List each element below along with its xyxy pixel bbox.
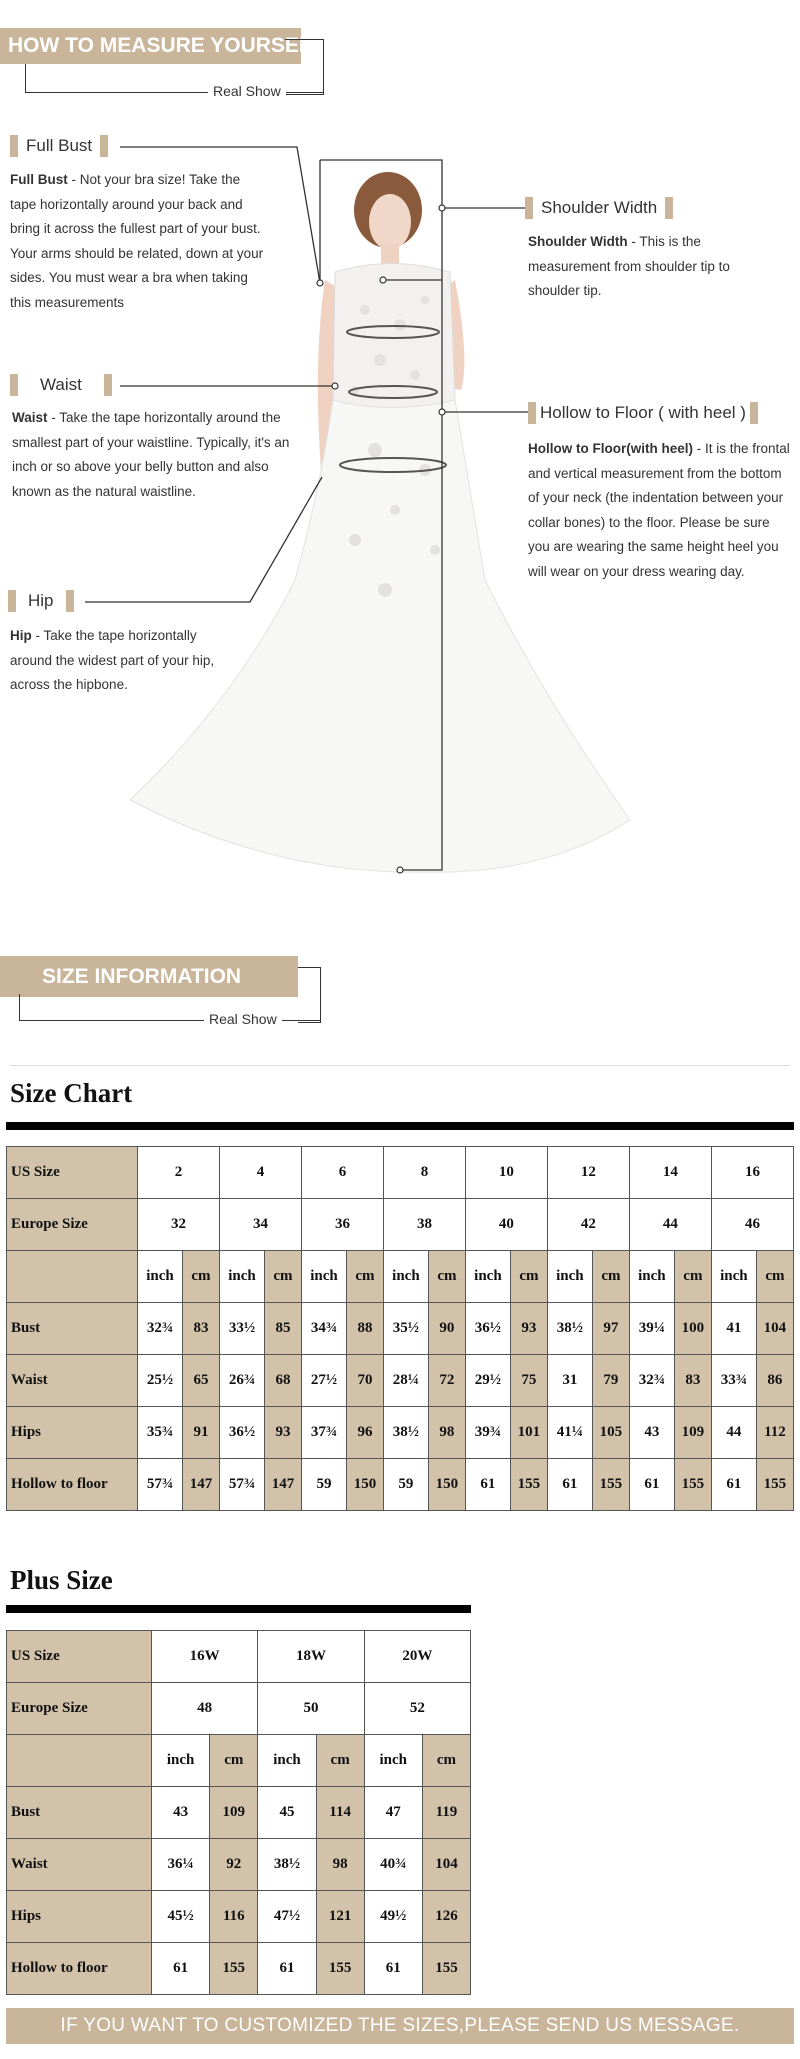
unit-row-label — [7, 1735, 152, 1787]
hollow-row — [7, 1459, 794, 1511]
row-label-hollow: Hollow to floor — [7, 1943, 152, 1995]
hollow-cm-cell: 155 — [210, 1943, 258, 1995]
bust-row — [7, 1787, 471, 1839]
hips-cm-cell: 96 — [346, 1407, 383, 1459]
us-size-cell: 4 — [219, 1147, 301, 1199]
row-label-waist: Waist — [7, 1355, 138, 1407]
waist-cm-cell: 70 — [346, 1355, 383, 1407]
hollow-inch-cell: 61 — [364, 1943, 422, 1995]
unit-cm-cell: cm — [510, 1251, 547, 1303]
us-size-cell: 16W — [152, 1631, 258, 1683]
label-bar-icon — [100, 135, 108, 157]
europe-size-cell: 42 — [547, 1199, 629, 1251]
hip-label-text: Hip — [28, 591, 54, 610]
hips-inch-cell: 39¾ — [465, 1407, 510, 1459]
waist-text: - Take the tape horizontally around the smallest part of your waistline. Typically, it's an inch or so above your belly button and also known as the natural waistline. — [12, 410, 290, 499]
hip-text: - Take the tape horizontally around the widest part of your hip, across the hipbone. — [10, 628, 215, 692]
shoulder-width-label — [525, 197, 673, 219]
unit-cm-cell: cm — [756, 1251, 793, 1303]
hips-row — [7, 1891, 471, 1943]
hollow-to-floor-text: - It is the frontal and vertical measurement from the bottom of your neck (the indentation between your collar bones) to the floor. Please be sure you are wearing the same height heel you will wear on your dress wearing day. — [528, 441, 790, 579]
waist-row — [7, 1839, 471, 1891]
unit-inch-cell: inch — [383, 1251, 428, 1303]
unit-inch-cell: inch — [711, 1251, 756, 1303]
us-size-cell: 12 — [547, 1147, 629, 1199]
hips-inch-cell: 36½ — [219, 1407, 264, 1459]
waist-inch-cell: 32¾ — [629, 1355, 674, 1407]
hollow-cm-cell: 150 — [346, 1459, 383, 1511]
size-chart-title: Size Chart — [10, 1078, 133, 1108]
plus-size-table — [6, 1630, 471, 1995]
hollow-inch-cell: 61 — [152, 1943, 210, 1995]
hollow-inch-cell: 57¾ — [138, 1459, 183, 1511]
unit-inch-cell: inch — [629, 1251, 674, 1303]
unit-cm-cell: cm — [210, 1735, 258, 1787]
hips-row — [7, 1407, 794, 1459]
unit-inch-cell: inch — [465, 1251, 510, 1303]
europe-size-cell: 38 — [383, 1199, 465, 1251]
row-label-bust: Bust — [7, 1787, 152, 1839]
hips-cm-cell: 126 — [422, 1891, 470, 1943]
size-banner-sub: Real Show — [204, 1011, 282, 1027]
europe-size-cell: 32 — [138, 1199, 220, 1251]
row-label-hips: Hips — [7, 1407, 138, 1459]
full-bust-label-text: Full Bust — [26, 136, 93, 155]
hips-cm-cell: 98 — [428, 1407, 465, 1459]
us-size-cell: 18W — [258, 1631, 364, 1683]
unit-cm-cell: cm — [592, 1251, 629, 1303]
waist-inch-cell: 29½ — [465, 1355, 510, 1407]
bust-inch-cell: 32¾ — [138, 1303, 183, 1355]
hollow-inch-cell: 61 — [711, 1459, 756, 1511]
europe-size-cell: 36 — [301, 1199, 383, 1251]
unit-inch-cell: inch — [301, 1251, 346, 1303]
row-label-us-size: US Size — [7, 1147, 138, 1199]
label-bar-icon — [665, 197, 673, 219]
waist-cm-cell: 98 — [316, 1839, 364, 1891]
bust-cm-cell: 100 — [674, 1303, 711, 1355]
row-label-us-size: US Size — [7, 1631, 152, 1683]
hollow-row — [7, 1943, 471, 1995]
us-size-cell: 8 — [383, 1147, 465, 1199]
shoulder-width-text: - This is the measurement from shoulder tip to shoulder tip. — [528, 234, 730, 298]
hips-cm-cell: 105 — [592, 1407, 629, 1459]
hollow-to-floor-label-text: Hollow to Floor ( with heel ) — [540, 403, 746, 422]
unit-inch-cell: inch — [364, 1735, 422, 1787]
hip-description — [10, 624, 220, 698]
full-bust-description — [10, 168, 265, 315]
waist-cm-cell: 72 — [428, 1355, 465, 1407]
hollow-inch-cell: 61 — [465, 1459, 510, 1511]
full-bust-text: - Not your bra size! Take the tape horizontally around your back and bring it across the fullest part of your bust. Your arms should be related, down at your sides. You must wear a bra when taking this measurements — [10, 172, 264, 310]
shoulder-width-term: Shoulder Width — [528, 234, 628, 249]
label-bar-icon — [10, 374, 18, 396]
waist-description — [12, 406, 302, 504]
hollow-cm-cell: 155 — [592, 1459, 629, 1511]
hips-inch-cell: 37¾ — [301, 1407, 346, 1459]
hips-inch-cell: 41¼ — [547, 1407, 592, 1459]
waist-cm-cell: 75 — [510, 1355, 547, 1407]
waist-inch-cell: 38½ — [258, 1839, 316, 1891]
hips-inch-cell: 45½ — [152, 1891, 210, 1943]
waist-cm-cell: 65 — [182, 1355, 219, 1407]
hollow-to-floor-label — [528, 402, 758, 424]
bust-inch-cell: 41 — [711, 1303, 756, 1355]
row-label-europe-size: Europe Size — [7, 1683, 152, 1735]
waist-label — [10, 374, 112, 396]
bust-cm-cell: 93 — [510, 1303, 547, 1355]
waist-inch-cell: 40¾ — [364, 1839, 422, 1891]
label-bar-icon — [10, 135, 18, 157]
us-size-cell: 14 — [629, 1147, 711, 1199]
hips-cm-cell: 109 — [674, 1407, 711, 1459]
unit-cm-cell: cm — [428, 1251, 465, 1303]
unit-cm-cell: cm — [182, 1251, 219, 1303]
section-divider — [10, 1065, 790, 1066]
hips-cm-cell: 121 — [316, 1891, 364, 1943]
waist-inch-cell: 26¾ — [219, 1355, 264, 1407]
bust-cm-cell: 83 — [182, 1303, 219, 1355]
bust-cm-cell: 90 — [428, 1303, 465, 1355]
size-info-banner-title: SIZE INFORMATION — [42, 965, 242, 988]
us-size-cell: 6 — [301, 1147, 383, 1199]
waist-cm-cell: 86 — [756, 1355, 793, 1407]
waist-cm-cell: 104 — [422, 1839, 470, 1891]
hollow-inch-cell: 59 — [383, 1459, 428, 1511]
europe-size-cell: 40 — [465, 1199, 547, 1251]
bust-inch-cell: 35½ — [383, 1303, 428, 1355]
hips-inch-cell: 35¾ — [138, 1407, 183, 1459]
europe-size-cell: 52 — [364, 1683, 470, 1735]
bust-inch-cell: 43 — [152, 1787, 210, 1839]
measure-banner-title: HOW TO MEASURE YOURSELF — [8, 34, 325, 57]
label-bar-icon — [66, 590, 74, 612]
waist-label-text: Waist — [40, 375, 82, 394]
measure-banner-sub: Real Show — [208, 83, 286, 99]
shoulder-width-label-text: Shoulder Width — [541, 198, 658, 217]
size-chart-rule — [6, 1122, 794, 1130]
hollow-cm-cell: 155 — [756, 1459, 793, 1511]
unit-cm-cell: cm — [264, 1251, 301, 1303]
hollow-cm-cell: 155 — [422, 1943, 470, 1995]
hips-inch-cell: 43 — [629, 1407, 674, 1459]
waist-inch-cell: 25½ — [138, 1355, 183, 1407]
bust-cm-cell: 104 — [756, 1303, 793, 1355]
bust-inch-cell: 33½ — [219, 1303, 264, 1355]
customize-message-banner: IF YOU WANT TO CUSTOMIZED THE SIZES,PLEASE SEND US MESSAGE. — [6, 2008, 794, 2044]
hollow-cm-cell: 155 — [674, 1459, 711, 1511]
hollow-cm-cell: 150 — [428, 1459, 465, 1511]
waist-cm-cell: 79 — [592, 1355, 629, 1407]
hips-cm-cell: 91 — [182, 1407, 219, 1459]
europe-size-cell: 50 — [258, 1683, 364, 1735]
unit-row — [7, 1251, 794, 1303]
full-bust-label — [10, 135, 108, 157]
full-bust-term: Full Bust — [10, 172, 68, 187]
unit-inch-cell: inch — [152, 1735, 210, 1787]
waist-cm-cell: 92 — [210, 1839, 258, 1891]
europe-size-cell: 34 — [219, 1199, 301, 1251]
bust-cm-cell: 109 — [210, 1787, 258, 1839]
label-bar-icon — [104, 374, 112, 396]
unit-inch-cell: inch — [547, 1251, 592, 1303]
bust-cm-cell: 97 — [592, 1303, 629, 1355]
bust-inch-cell: 38½ — [547, 1303, 592, 1355]
label-bar-icon — [528, 402, 536, 424]
hollow-cm-cell: 147 — [182, 1459, 219, 1511]
waist-cm-cell: 68 — [264, 1355, 301, 1407]
bust-cm-cell: 119 — [422, 1787, 470, 1839]
hollow-cm-cell: 147 — [264, 1459, 301, 1511]
unit-row — [7, 1735, 471, 1787]
hips-inch-cell: 38½ — [383, 1407, 428, 1459]
row-label-hollow: Hollow to floor — [7, 1459, 138, 1511]
label-bar-icon — [525, 197, 533, 219]
hollow-inch-cell: 61 — [258, 1943, 316, 1995]
row-label-europe-size: Europe Size — [7, 1199, 138, 1251]
bust-inch-cell: 39¼ — [629, 1303, 674, 1355]
unit-inch-cell: inch — [138, 1251, 183, 1303]
hollow-inch-cell: 61 — [547, 1459, 592, 1511]
hollow-cm-cell: 155 — [510, 1459, 547, 1511]
unit-inch-cell: inch — [258, 1735, 316, 1787]
bust-cm-cell: 88 — [346, 1303, 383, 1355]
hip-term: Hip — [10, 628, 32, 643]
us-size-row — [7, 1631, 471, 1683]
waist-term: Waist — [12, 410, 48, 425]
plus-size-title: Plus Size — [10, 1565, 113, 1595]
hollow-inch-cell: 61 — [629, 1459, 674, 1511]
us-size-cell: 20W — [364, 1631, 470, 1683]
us-size-cell: 10 — [465, 1147, 547, 1199]
hollow-inch-cell: 59 — [301, 1459, 346, 1511]
waist-inch-cell: 31 — [547, 1355, 592, 1407]
europe-size-row — [7, 1199, 794, 1251]
us-size-cell: 2 — [138, 1147, 220, 1199]
us-size-row — [7, 1147, 794, 1199]
unit-cm-cell: cm — [316, 1735, 364, 1787]
hollow-to-floor-description — [528, 437, 793, 584]
label-bar-icon — [750, 402, 758, 424]
hips-inch-cell: 47½ — [258, 1891, 316, 1943]
hips-cm-cell: 116 — [210, 1891, 258, 1943]
unit-row-label — [7, 1251, 138, 1303]
hip-label — [8, 590, 74, 612]
hips-cm-cell: 101 — [510, 1407, 547, 1459]
bust-inch-cell: 45 — [258, 1787, 316, 1839]
hips-inch-cell: 49½ — [364, 1891, 422, 1943]
shoulder-width-description — [528, 230, 778, 304]
hollow-cm-cell: 155 — [316, 1943, 364, 1995]
hollow-inch-cell: 57¾ — [219, 1459, 264, 1511]
europe-size-cell: 48 — [152, 1683, 258, 1735]
size-chart-table — [6, 1146, 794, 1511]
bust-cm-cell: 85 — [264, 1303, 301, 1355]
europe-size-cell: 46 — [711, 1199, 793, 1251]
bust-inch-cell: 34¾ — [301, 1303, 346, 1355]
row-label-waist: Waist — [7, 1839, 152, 1891]
europe-size-cell: 44 — [629, 1199, 711, 1251]
europe-size-row — [7, 1683, 471, 1735]
bust-inch-cell: 47 — [364, 1787, 422, 1839]
waist-row — [7, 1355, 794, 1407]
unit-cm-cell: cm — [674, 1251, 711, 1303]
label-bar-icon — [8, 590, 16, 612]
waist-cm-cell: 83 — [674, 1355, 711, 1407]
hollow-to-floor-term: Hollow to Floor(with heel) — [528, 441, 693, 456]
hips-cm-cell: 112 — [756, 1407, 793, 1459]
us-size-cell: 16 — [711, 1147, 793, 1199]
waist-inch-cell: 27½ — [301, 1355, 346, 1407]
plus-size-rule — [6, 1605, 471, 1613]
hips-cm-cell: 93 — [264, 1407, 301, 1459]
row-label-bust: Bust — [7, 1303, 138, 1355]
row-label-hips: Hips — [7, 1891, 152, 1943]
waist-inch-cell: 33¾ — [711, 1355, 756, 1407]
size-info-banner — [0, 956, 298, 997]
bust-inch-cell: 36½ — [465, 1303, 510, 1355]
hips-inch-cell: 44 — [711, 1407, 756, 1459]
bust-row — [7, 1303, 794, 1355]
waist-inch-cell: 28¼ — [383, 1355, 428, 1407]
unit-inch-cell: inch — [219, 1251, 264, 1303]
bust-cm-cell: 114 — [316, 1787, 364, 1839]
unit-cm-cell: cm — [346, 1251, 383, 1303]
waist-inch-cell: 36¼ — [152, 1839, 210, 1891]
unit-cm-cell: cm — [422, 1735, 470, 1787]
